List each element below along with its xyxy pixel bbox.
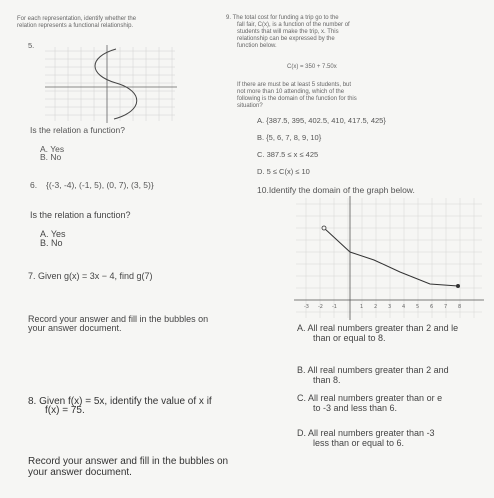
q9-line-3: students that will make the trip, x. This	[237, 29, 339, 35]
q9-line-2: fall fair, C(x), is a function of the number of	[237, 22, 350, 28]
q8-record-line-2: your answer document.	[28, 467, 132, 478]
q10-option-d-line-1[interactable]: D. All real numbers greater than -3	[297, 428, 435, 438]
q9-condition-line-4: situation?	[237, 103, 263, 109]
q10-option-b-line-1[interactable]: B. All real numbers greater than 2 and	[297, 365, 449, 375]
svg-text:2: 2	[374, 304, 378, 310]
q9-line-5: function below.	[237, 43, 277, 49]
q5-option-b[interactable]: B. No	[40, 152, 62, 162]
q7-record-line-1: Record your answer and fill in the bubbles on	[28, 314, 209, 324]
svg-text:-2: -2	[318, 304, 323, 310]
q9-equation: C(x) = 350 + 7.50x	[287, 64, 337, 70]
q10-option-d-line-2: less than or equal to 6.	[313, 438, 405, 448]
q9-option-a[interactable]: A. {387.5, 395, 402.5, 410, 417.5, 425}	[257, 116, 386, 125]
q10-option-b-line-2: than 8.	[313, 375, 341, 385]
q5-graph	[40, 45, 180, 123]
instructions-line-2: relation represents a functional relationship.	[17, 23, 134, 29]
q6-option-b[interactable]: B. No	[40, 238, 63, 248]
q9-line-4: relationship can be expressed by the	[237, 36, 335, 42]
q8-line-2: f(x) = 75.	[45, 405, 85, 416]
q10-prompt: 10.Identify the domain of the graph below.	[257, 185, 415, 195]
q8-line-1: 8. Given f(x) = 5x, identify the value of x if	[28, 396, 212, 407]
svg-text:-3: -3	[304, 304, 309, 310]
q10-graph	[290, 194, 486, 322]
q5-question: Is the relation a function?	[30, 125, 125, 135]
svg-text:-1: -1	[332, 304, 337, 310]
svg-text:4: 4	[402, 304, 406, 310]
q10-option-c-line-1[interactable]: C. All real numbers greater than or e	[297, 393, 443, 403]
instructions-line-1: For each representation, identify whether the	[17, 16, 137, 22]
q9-condition-line-2: not more than 10 attending, which of the	[237, 89, 345, 95]
q6-number: 6.	[30, 180, 38, 190]
q9-option-c[interactable]: C. 387.5 ≤ x ≤ 425	[257, 150, 319, 159]
q5-number: 5.	[28, 41, 35, 50]
q6-option-a[interactable]: A. Yes	[40, 229, 66, 239]
q9-condition-line-3: following is the domain of the function for this	[237, 96, 357, 102]
q9-condition-line-1: If there are must be at least 5 students, but	[237, 82, 352, 88]
svg-text:3: 3	[388, 304, 392, 310]
q7-prompt: 7. Given g(x) = 3x − 4, find g(7)	[28, 271, 153, 281]
q6-relation: {(-3, -4), (-1, 5), (0, 7), (3, 5)}	[46, 180, 154, 190]
svg-text:8: 8	[458, 304, 462, 310]
svg-text:6: 6	[430, 304, 434, 310]
q8-record-line-1: Record your answer and fill in the bubbles on	[28, 456, 229, 467]
q6-question: Is the relation a function?	[30, 210, 131, 220]
svg-text:5: 5	[416, 304, 420, 310]
q9-option-b[interactable]: B. {5, 6, 7, 8, 9, 10}	[257, 133, 322, 142]
q10-option-a-line-1[interactable]: A. All real numbers greater than 2 and le	[297, 323, 459, 333]
q9-option-d[interactable]: D. 5 ≤ C(x) ≤ 10	[257, 167, 310, 176]
q5-option-a[interactable]: A. Yes	[40, 144, 65, 154]
svg-text:1: 1	[360, 304, 364, 310]
svg-text:7: 7	[444, 304, 448, 310]
q9-line-1: 9. The total cost for funding a trip go to the	[226, 15, 339, 21]
q10-option-a-line-2: than or equal to 8.	[313, 333, 386, 343]
q7-record-line-2: your answer document.	[28, 323, 122, 333]
q10-option-c-line-2: to -3 and less than 6.	[313, 403, 398, 413]
